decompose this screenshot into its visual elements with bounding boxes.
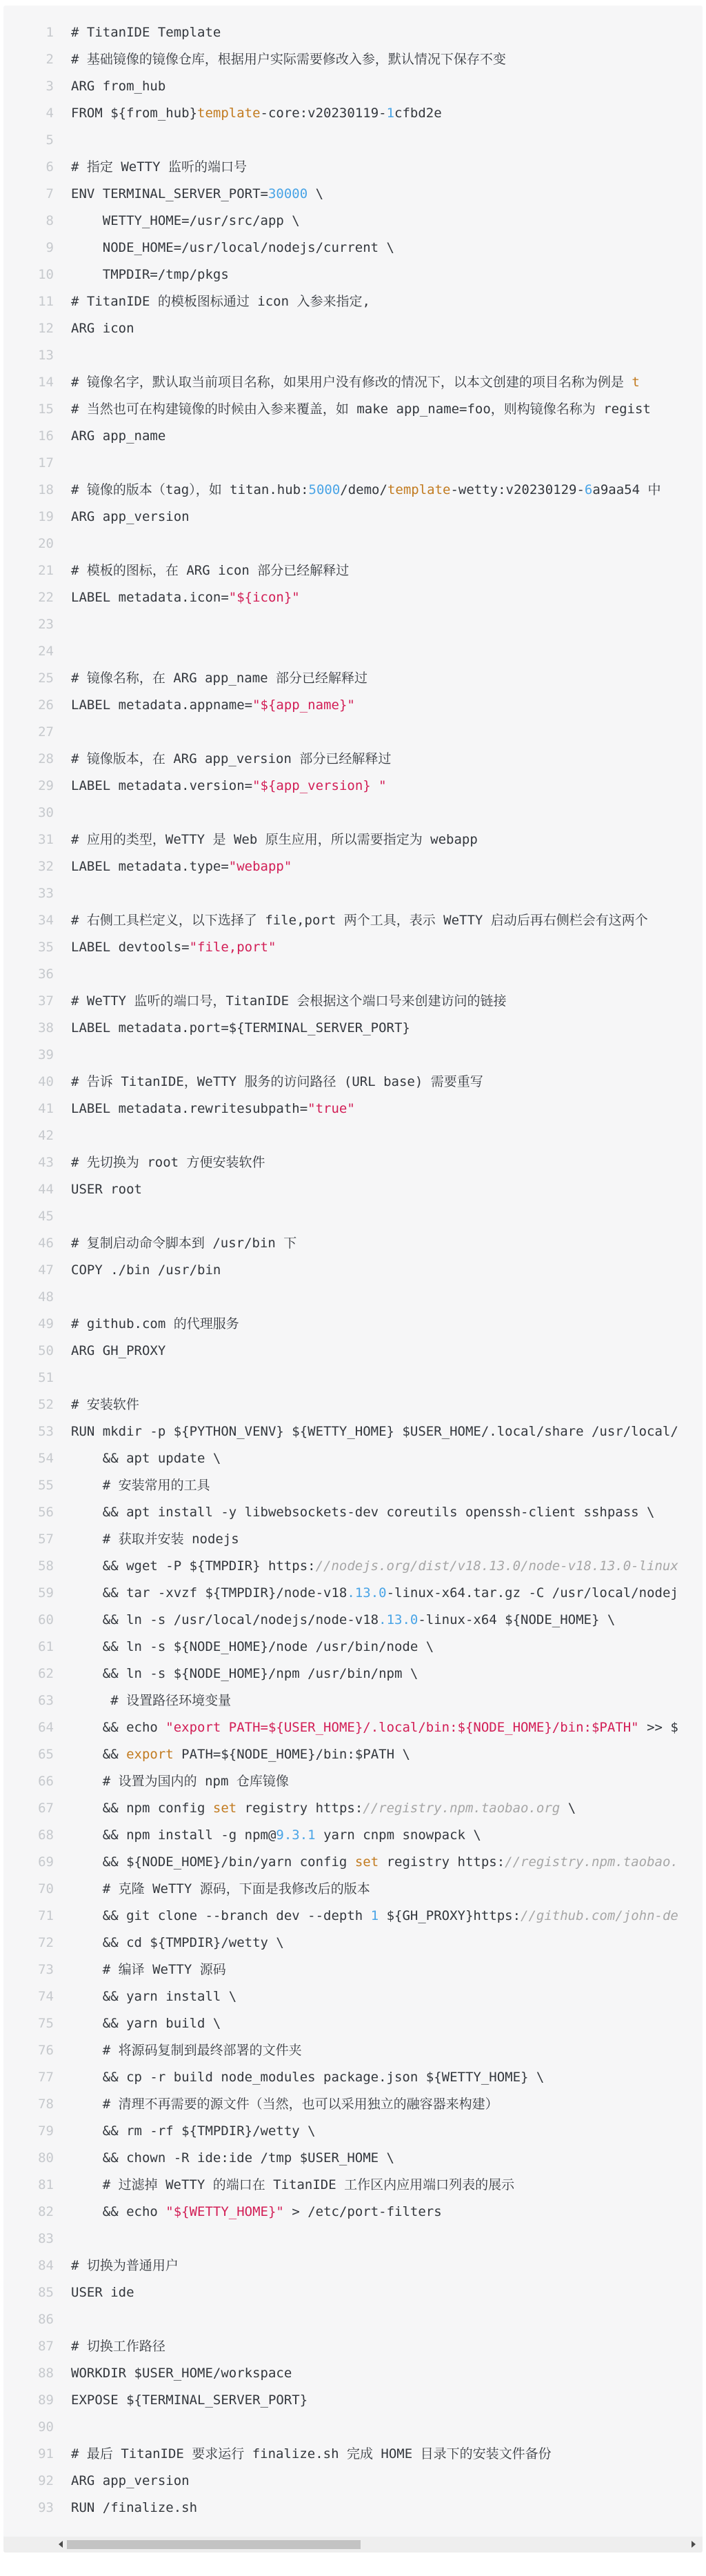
line-number: 44: [38, 1182, 54, 1197]
code-line: [3, 1714, 703, 1741]
code-line: [3, 1122, 703, 1149]
line-number: 73: [38, 1962, 54, 1977]
line-number: 88: [38, 2366, 54, 2381]
code-line-content: && yarn build \: [71, 2016, 221, 2031]
code-line: [3, 907, 703, 934]
line-number: 34: [38, 913, 54, 928]
code-viewer-panel: [3, 6, 703, 2553]
line-number: 65: [38, 1747, 54, 1762]
code-line-content: # WeTTY 监听的端口号，TitanIDE 会根据这个端口号来创建访问的链接: [71, 993, 507, 1009]
code-line-content: # 编译 WeTTY 源码: [71, 1962, 226, 1977]
line-number: 22: [38, 590, 54, 605]
line-number: 14: [38, 375, 54, 390]
code-line-content: LABEL metadata.appname="${app_name}": [71, 697, 355, 713]
line-number: 36: [38, 967, 54, 982]
code-line-content: && yarn install \: [71, 1989, 237, 2004]
line-number: 79: [38, 2123, 54, 2139]
code-line-content: && ln -s /usr/local/nodejs/node-v18.13.0-linux-x64 ${NODE_HOME} \: [71, 1612, 616, 1627]
line-number: 40: [38, 1074, 54, 1089]
code-line: [3, 1445, 703, 1472]
line-number: 28: [38, 751, 54, 766]
code-line: [3, 127, 703, 154]
code-line: [3, 2306, 703, 2333]
code-line: [3, 719, 703, 746]
code-line: [3, 826, 703, 853]
line-number: 46: [38, 1236, 54, 1251]
line-number: 7: [46, 186, 54, 201]
code-line: [3, 450, 703, 477]
code-line-content: # 告诉 TitanIDE，WeTTY 服务的访问路径 (URL base) 需要重写: [71, 1074, 483, 1089]
code-line-content: LABEL metadata.icon="${icon}": [71, 590, 300, 605]
line-number: 20: [38, 536, 54, 551]
line-number: 70: [38, 1881, 54, 1896]
code-line: [3, 1661, 703, 1687]
code-line: [3, 665, 703, 692]
code-line: [3, 2118, 703, 2145]
code-line: [3, 1230, 703, 1257]
code-line-content: # 安装常用的工具: [71, 1478, 210, 1493]
horizontal-scrollbar[interactable]: [3, 2537, 703, 2553]
line-number: 6: [46, 159, 54, 175]
code-line: [3, 1149, 703, 1176]
line-number: 5: [46, 132, 54, 148]
code-line-content: && tar -xvzf ${TMPDIR}/node-v18.13.0-linux-x64.tar.gz -C /usr/local/nodej: [71, 1585, 678, 1601]
line-number: 93: [38, 2500, 54, 2515]
line-number: 38: [38, 1020, 54, 1036]
line-number: 47: [38, 1262, 54, 1278]
line-number: 53: [38, 1424, 54, 1439]
code-line-content: && apt update \: [71, 1451, 221, 1466]
line-number: 29: [38, 778, 54, 793]
code-line-content: ARG from_hub: [71, 79, 166, 94]
line-number: 30: [38, 805, 54, 820]
code-line-content: # 安装软件: [71, 1397, 139, 1412]
code-line: [3, 1391, 703, 1418]
code-line: [3, 2091, 703, 2118]
code-line: [3, 1822, 703, 1849]
code-line: [3, 100, 703, 127]
line-number: 69: [38, 1854, 54, 1870]
line-number: 4: [46, 106, 54, 121]
line-number: 11: [38, 294, 54, 309]
code-line: [3, 1015, 703, 1042]
code-line: [3, 1284, 703, 1311]
code-line-content: ENV TERMINAL_SERVER_PORT=30000 \: [71, 186, 324, 201]
line-number: 3: [46, 79, 54, 94]
code-line-content: # 复制启动命令脚本到 /usr/bin 下: [71, 1236, 297, 1251]
line-number: 10: [38, 267, 54, 282]
line-number: 54: [38, 1451, 54, 1466]
line-number: 42: [38, 1128, 54, 1143]
code-line-content: && git clone --branch dev --depth 1 ${GH_PROXY}https://github.com/john-de: [71, 1908, 678, 1923]
code-line-content: LABEL devtools="file,port": [71, 940, 276, 955]
code-line: [3, 2468, 703, 2495]
code-line: [3, 800, 703, 826]
code-line-content: && ${NODE_HOME}/bin/yarn config set registry https://registry.npm.taobao.: [71, 1854, 678, 1870]
code-line-content: # TitanIDE 的模板图标通过 icon 入参来指定,: [71, 294, 370, 309]
line-number: 43: [38, 1155, 54, 1170]
code-line-content: ARG app_version: [71, 509, 190, 524]
code-line: [3, 1526, 703, 1553]
code-line-content: # 镜像名字，默认取当前项目名称，如果用户没有修改的情况下，以本文创建的项目名称为例是 t: [71, 375, 640, 390]
code-line: [3, 1338, 703, 1365]
code-line: [3, 584, 703, 611]
code-line: [3, 692, 703, 719]
code-line: [3, 531, 703, 557]
line-number: 13: [38, 348, 54, 363]
code-line-content: # 模板的图标，在 ARG icon 部分已经解释过: [71, 563, 350, 578]
code-line: [3, 46, 703, 73]
line-number: 59: [38, 1585, 54, 1601]
code-line-content: # 右侧工具栏定义，以下选择了 file,port 两个工具，表示 WeTTY 启动后再右侧栏会有这两个: [71, 913, 648, 928]
line-number: 77: [38, 2070, 54, 2085]
line-number: 19: [38, 509, 54, 524]
code-line: [3, 423, 703, 450]
code-line-content: LABEL metadata.type="webapp": [71, 859, 292, 874]
code-line-content: # 清理不再需要的源文件（当然，也可以采用独立的融容器来构建）: [71, 2097, 498, 2112]
line-number: 27: [38, 724, 54, 740]
code-line: [3, 2441, 703, 2468]
line-number: 25: [38, 671, 54, 686]
line-number: 31: [38, 832, 54, 847]
code-line-content: && wget -P ${TMPDIR} https://nodejs.org/dist/v18.13.0/node-v18.13.0-linux: [71, 1558, 678, 1574]
scrollbar-left-arrow-icon[interactable]: [59, 2541, 63, 2548]
line-number: 63: [38, 1693, 54, 1708]
line-number: 45: [38, 1209, 54, 1224]
code-line: [3, 1876, 703, 1903]
line-number: 75: [38, 2016, 54, 2031]
code-line: [3, 2064, 703, 2091]
code-line: [3, 1687, 703, 1714]
code-line: [3, 342, 703, 369]
code-line-content: && ln -s ${NODE_HOME}/node /usr/bin/node \: [71, 1639, 434, 1654]
code-line: [3, 2226, 703, 2252]
line-number: 51: [38, 1370, 54, 1385]
code-line: [3, 261, 703, 288]
line-number: 62: [38, 1666, 54, 1681]
code-line: [3, 288, 703, 315]
code-line: [3, 1365, 703, 1391]
code-line: [3, 1983, 703, 2010]
code-line-content: # 设置路径环境变量: [71, 1693, 232, 1708]
code-line-content: && echo "export PATH=${USER_HOME}/.local/bin:${NODE_HOME}/bin:$PATH" >> $: [71, 1720, 678, 1735]
code-line: [3, 1418, 703, 1445]
line-number: 52: [38, 1397, 54, 1412]
code-line: [3, 396, 703, 423]
code-line-content: # 当然也可在构建镜像的时候由入参来覆盖，如 make app_name=foo，则构镜像名称为 regist: [71, 402, 651, 417]
code-line: [3, 746, 703, 773]
code-line-content: && chown -R ide:ide /tmp $USER_HOME \: [71, 2150, 394, 2166]
code-line-content: NODE_HOME=/usr/local/nodejs/current \: [71, 240, 394, 255]
code-line-content: ARG app_version: [71, 2473, 190, 2488]
line-number: 92: [38, 2473, 54, 2488]
code-line-content: && npm config set registry https://registry.npm.taobao.org \: [71, 1801, 576, 1816]
code-line: [3, 1795, 703, 1822]
code-line: [3, 1849, 703, 1876]
code-line: [3, 1903, 703, 1930]
line-number: 17: [38, 455, 54, 470]
code-line: [3, 1096, 703, 1122]
line-number: 9: [46, 240, 54, 255]
code-line-content: # github.com 的代理服务: [71, 1316, 239, 1331]
code-line-content: LABEL metadata.port=${TERMINAL_SERVER_PORT}: [71, 1020, 410, 1036]
code-line: [3, 2279, 703, 2306]
code-line: [3, 2172, 703, 2199]
code-line-content: USER root: [71, 1182, 142, 1197]
code-line: [3, 2252, 703, 2279]
code-line-content: && cd ${TMPDIR}/wetty \: [71, 1935, 284, 1950]
code-line: [3, 1956, 703, 1983]
line-number: 74: [38, 1989, 54, 2004]
code-line: [3, 1741, 703, 1768]
line-number: 89: [38, 2392, 54, 2408]
code-line: [3, 2333, 703, 2360]
line-number: 32: [38, 859, 54, 874]
code-line-content: ARG app_name: [71, 428, 166, 444]
line-number: 86: [38, 2312, 54, 2327]
line-number: 67: [38, 1801, 54, 1816]
code-line: [3, 477, 703, 504]
code-line: [3, 2145, 703, 2172]
line-number: 26: [38, 697, 54, 713]
code-line: [3, 208, 703, 235]
line-number: 23: [38, 617, 54, 632]
line-number: 41: [38, 1101, 54, 1116]
code-scroll-area[interactable]: [3, 6, 703, 2537]
code-line: [3, 2199, 703, 2226]
line-number: 24: [38, 644, 54, 659]
code-line: [3, 2010, 703, 2037]
line-number: 57: [38, 1532, 54, 1547]
code-line: [3, 1607, 703, 1634]
code-line-content: # 过滤掉 WeTTY 的端口在 TitanIDE 工作区内应用端口列表的展示: [71, 2177, 515, 2192]
code-line: [3, 2037, 703, 2064]
line-number: 82: [38, 2204, 54, 2219]
line-number: 85: [38, 2285, 54, 2300]
line-number: 8: [46, 213, 54, 228]
line-number: 37: [38, 993, 54, 1009]
code-line: [3, 1176, 703, 1203]
line-number: 83: [38, 2231, 54, 2246]
code-line: [3, 1930, 703, 1956]
code-line-content: && apt install -y libwebsockets-dev coreutils openssh-client sshpass \: [71, 1505, 655, 1520]
code-line-content: # 设置为国内的 npm 仓库镜像: [71, 1774, 289, 1789]
code-line-content: # 指定 WeTTY 监听的端口号: [71, 159, 247, 175]
code-line: [3, 1580, 703, 1607]
code-line: [3, 2360, 703, 2387]
code-line-content: # 先切换为 root 方便安装软件: [71, 1155, 265, 1170]
line-number: 16: [38, 428, 54, 444]
line-number: 80: [38, 2150, 54, 2166]
code-line-content: # 克隆 WeTTY 源码，下面是我修改后的版本: [71, 1881, 370, 1896]
code-line-content: USER ide: [71, 2285, 134, 2300]
line-number: 78: [38, 2097, 54, 2112]
line-number: 81: [38, 2177, 54, 2192]
code-line: [3, 504, 703, 531]
code-line: [3, 880, 703, 907]
line-number: 35: [38, 940, 54, 955]
code-line: [3, 2414, 703, 2441]
code-line: [3, 154, 703, 181]
code-line-content: # 切换工作路径: [71, 2339, 165, 2354]
line-number: 87: [38, 2339, 54, 2354]
code-line-content: # 应用的类型，WeTTY 是 Web 原生应用，所以需要指定为 webapp: [71, 832, 478, 847]
code-line: [3, 1634, 703, 1661]
line-number: 61: [38, 1639, 54, 1654]
code-line: [3, 1257, 703, 1284]
code-line-content: && echo "${WETTY_HOME}" > /etc/port-filters: [71, 2204, 442, 2219]
code-line-content: # 基础镜像的镜像仓库，根据用户实际需要修改入参，默认情况下保存不变: [71, 52, 506, 67]
code-line: [3, 611, 703, 638]
code-line-content: FROM ${from_hub}template-core:v20230119-1cfbd2e: [71, 106, 442, 121]
code-line-content: # TitanIDE Template: [71, 25, 221, 40]
code-line: [3, 1069, 703, 1096]
code-line-content: LABEL metadata.rewritesubpath="true": [71, 1101, 355, 1116]
code-line-content: && cp -r build node_modules package.json ${WETTY_HOME} \: [71, 2070, 545, 2085]
code-line: [3, 853, 703, 880]
line-number: 1: [46, 25, 54, 40]
code-line-content: # 镜像的版本（tag），如 titan.hub:5000/demo/template-wetty:v20230129-6a9aa54 中: [71, 482, 661, 497]
scrollbar-right-arrow-icon[interactable]: [692, 2541, 696, 2548]
code-line: [3, 934, 703, 961]
code-line: [3, 1768, 703, 1795]
code-line: [3, 1472, 703, 1499]
line-number: 55: [38, 1478, 54, 1493]
line-number: 12: [38, 321, 54, 336]
line-number: 48: [38, 1289, 54, 1305]
code-line: [3, 1553, 703, 1580]
code-line-content: # 镜像名称，在 ARG app_name 部分已经解释过: [71, 671, 368, 686]
code-line-content: && export PATH=${NODE_HOME}/bin:$PATH \: [71, 1747, 410, 1762]
code-line-content: && npm install -g npm@9.3.1 yarn cnpm snowpack \: [71, 1827, 481, 1843]
code-line-content: WETTY_HOME=/usr/src/app \: [71, 213, 300, 228]
code-line: [3, 773, 703, 800]
code-line-content: # 最后 TitanIDE 要求运行 finalize.sh 完成 HOME 目录下的安装文件备份: [71, 2446, 552, 2461]
code-line-content: && ln -s ${NODE_HOME}/npm /usr/bin/npm \: [71, 1666, 418, 1681]
line-number: 71: [38, 1908, 54, 1923]
line-number: 72: [38, 1935, 54, 1950]
scrollbar-thumb[interactable]: [67, 2540, 361, 2549]
code-line-content: # 获取并安装 nodejs: [71, 1532, 239, 1547]
code-line: [3, 1203, 703, 1230]
code-line-content: COPY ./bin /usr/bin: [71, 1262, 221, 1278]
line-number: 68: [38, 1827, 54, 1843]
code-line-content: ARG icon: [71, 321, 134, 336]
line-number: 15: [38, 402, 54, 417]
line-number: 76: [38, 2043, 54, 2058]
code-line: [3, 2387, 703, 2414]
code-line-content: RUN /finalize.sh: [71, 2500, 198, 2515]
line-number: 2: [46, 52, 54, 67]
code-line-content: ARG GH_PROXY: [71, 1343, 166, 1358]
code-line-content: RUN mkdir -p ${PYTHON_VENV} ${WETTY_HOME} $USER_HOME/.local/share /usr/local/: [71, 1424, 678, 1439]
code-line: [3, 369, 703, 396]
line-number: 66: [38, 1774, 54, 1789]
code-line-content: LABEL metadata.version="${app_version} ": [71, 778, 387, 793]
code-line: [3, 235, 703, 261]
code-line-content: # 镜像版本，在 ARG app_version 部分已经解释过: [71, 751, 392, 766]
code-line-content: EXPOSE ${TERMINAL_SERVER_PORT}: [71, 2392, 308, 2408]
line-number: 21: [38, 563, 54, 578]
code-line: [3, 1499, 703, 1526]
line-number: 18: [38, 482, 54, 497]
line-number: 33: [38, 886, 54, 901]
code-line-content: WORKDIR $USER_HOME/workspace: [71, 2366, 292, 2381]
code-line: [3, 638, 703, 665]
code-line: [3, 961, 703, 988]
code-line-content: # 切换为普通用户: [71, 2258, 179, 2273]
line-number: 90: [38, 2419, 54, 2435]
code-line: [3, 1311, 703, 1338]
code-line-content: # 将源码复制到最终部署的文件夹: [71, 2043, 302, 2058]
code-line: [3, 19, 703, 46]
line-number: 49: [38, 1316, 54, 1331]
code-line: [3, 988, 703, 1015]
code-line-content: TMPDIR=/tmp/pkgs: [71, 267, 229, 282]
line-number: 50: [38, 1343, 54, 1358]
code-line: [3, 2495, 703, 2521]
line-number: 39: [38, 1047, 54, 1062]
line-number: 60: [38, 1612, 54, 1627]
line-number: 56: [38, 1505, 54, 1520]
code-line: [3, 73, 703, 100]
line-number: 91: [38, 2446, 54, 2461]
code-line: [3, 1042, 703, 1069]
line-number: 58: [38, 1558, 54, 1574]
code-line: [3, 181, 703, 208]
code-line-content: && rm -rf ${TMPDIR}/wetty \: [71, 2123, 316, 2139]
code-line: [3, 315, 703, 342]
code-line: [3, 557, 703, 584]
line-number: 84: [38, 2258, 54, 2273]
line-number: 64: [38, 1720, 54, 1735]
